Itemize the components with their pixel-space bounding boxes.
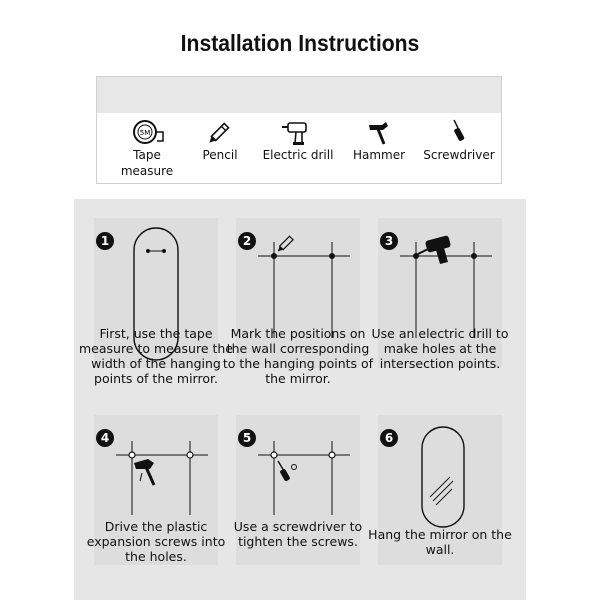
tape-measure-icon [127,117,167,147]
steps-panel [74,199,526,600]
tool-label-pencil: Pencil [202,148,238,162]
tools-panel [96,76,502,184]
step-number-1: 1 [96,232,114,250]
step-1-card [78,218,234,386]
tool-label-hammer: Hammer [352,148,406,162]
step-4-text: Drive the plastic expansion screws into the holes. [86,519,226,564]
step-5-card [233,415,363,565]
step-number-5: 5 [238,429,256,447]
tool-hammer [347,117,411,163]
page-title: Installation Instructions [180,30,420,56]
screwdriver-icon [442,117,476,147]
step-3-text: Use an electric drill to make holes at the intersection points. [371,326,509,371]
step-1-text: First, use the tape measure to measure the width of the hanging points of the mirror. [78,326,234,386]
pencil-icon [203,117,237,147]
tool-electric-drill [258,117,338,163]
step-4-card [86,415,226,565]
step-number-2: 2 [238,232,256,250]
step-number-6: 6 [380,429,398,447]
hammer-icon [362,117,396,147]
step-3-card [371,218,509,371]
step-2-card [222,218,374,386]
tools-header-band [97,77,501,113]
step-2-text: Mark the positions on the wall corresponding to the hanging points of the mirror. [222,326,374,386]
tool-tape-measure [107,117,187,179]
svg-text:5M: 5M [139,129,151,137]
tool-pencil [190,117,250,163]
tool-label-screwdriver: Screwdriver [423,148,495,162]
step-6-card [368,415,512,565]
tool-label-tape-measure: Tape measure [120,148,174,178]
tool-screwdriver [419,117,499,163]
step-number-3: 3 [380,232,398,250]
step-5-text: Use a screwdriver to tighten the screws. [233,519,363,549]
step-6-text: Hang the mirror on the wall. [368,527,512,557]
tool-label-electric-drill: Electric drill [262,148,334,162]
electric-drill-icon [278,117,318,147]
step-number-4: 4 [96,429,114,447]
